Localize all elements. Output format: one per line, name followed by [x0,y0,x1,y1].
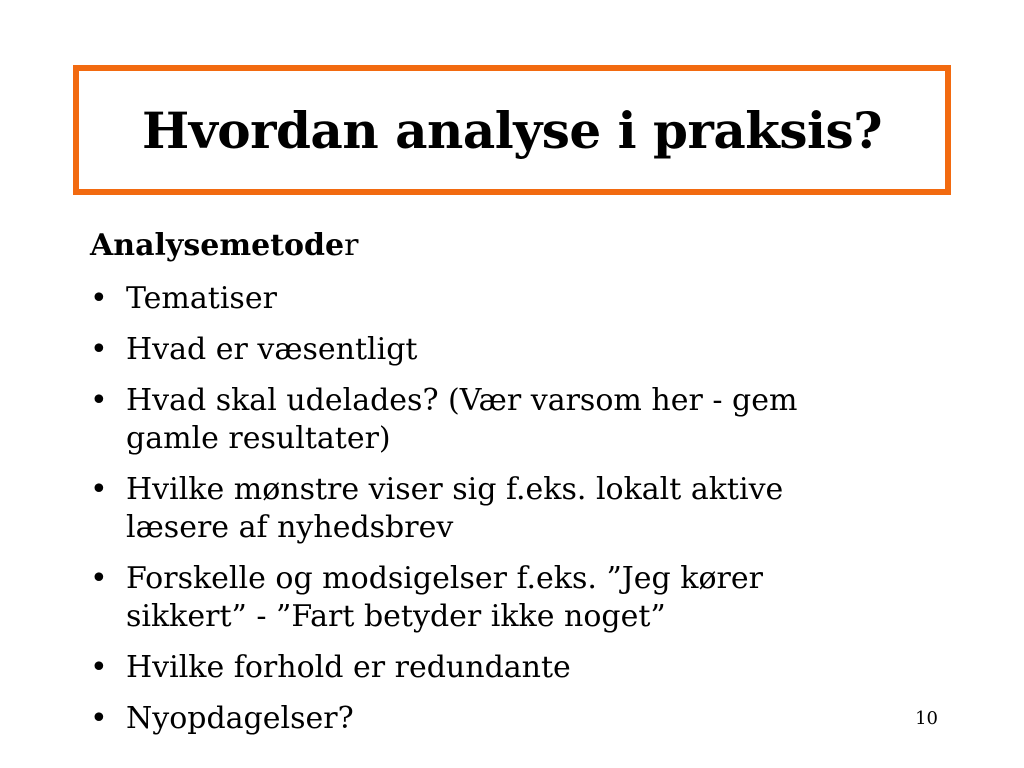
section-heading [90,226,950,266]
list-item [90,560,950,636]
bullet-icon: • [90,701,108,736]
list-item-text: Nyopdagelser? [126,701,354,736]
bullet-icon: • [90,281,108,316]
list-item [90,649,950,687]
list-item-text: Hvilke forhold er redundante [126,650,571,685]
bullet-icon: • [90,383,108,418]
slide-title: Hvordan analyse i praksis? [141,100,882,160]
slide-content [90,226,950,751]
list-item-text: Hvad skal udelades? (Vær varsom her - gem [126,383,798,418]
list-item-text: Hvad er væsentligt [126,332,418,367]
section-heading-bold: Analysemetode [90,228,345,263]
list-item [90,471,950,547]
list-item [90,700,950,738]
list-item-text: Forskelle og modsigelser f.eks. ”Jeg kører [126,561,763,596]
list-item-text: Hvilke mønstre viser sig f.eks. lokalt aktive [126,472,784,507]
page-number: 10 [915,708,938,729]
list-item [90,331,950,369]
list-item-text: Tematiser [126,281,277,316]
list-item-text-continuation: sikkert” - ”Fart betyder ikke noget” [126,599,666,634]
list-item-text-continuation: læsere af nyhedsbrev [126,510,454,545]
bullet-icon: • [90,332,108,367]
bullet-icon: • [90,561,108,596]
section-heading-rest: r [344,228,359,263]
bullet-icon: • [90,650,108,685]
bullet-icon: • [90,472,108,507]
list-item-text-continuation: gamle resultater) [126,421,391,456]
list-item [90,382,950,458]
list-item [90,280,950,318]
bullet-list [90,280,950,738]
title-box [73,65,951,195]
